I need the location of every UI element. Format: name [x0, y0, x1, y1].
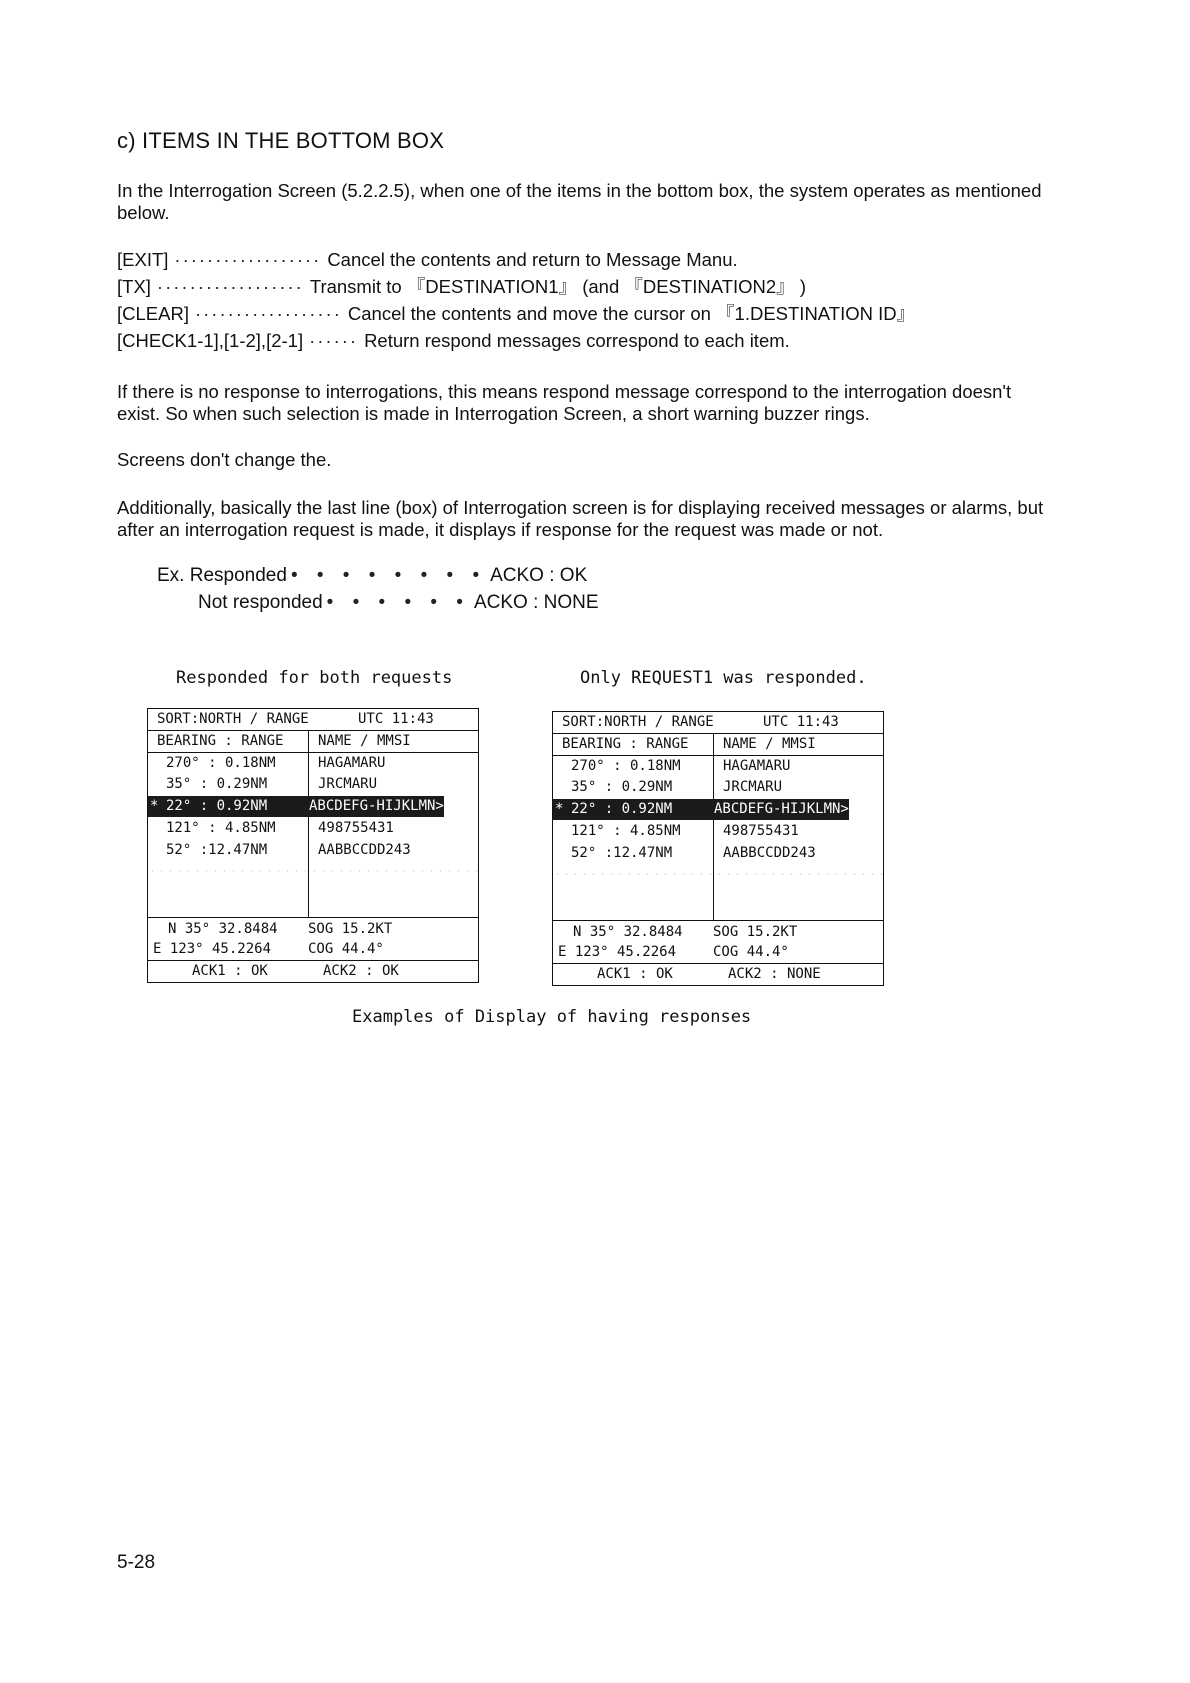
bearing-range: 52° :12.47NM — [166, 842, 268, 858]
mmsi: AABBCCDD243 — [723, 845, 816, 861]
list-item — [148, 774, 478, 795]
example-not-responded — [198, 591, 599, 615]
ship-name: JRCMARU — [723, 779, 783, 795]
ship-name: HAGAMARU — [318, 755, 386, 771]
command-check — [117, 329, 790, 353]
example-value: ACKO : OK — [490, 565, 588, 586]
speed-over-ground: SOG 15.2KT — [713, 924, 798, 940]
bearing-range: 22° : 0.92NM — [571, 801, 673, 817]
page-number: 5-28 — [117, 1552, 156, 1573]
ack-status-line — [148, 961, 478, 982]
ship-name: HAGAMARU — [723, 758, 791, 774]
list-item — [553, 821, 883, 842]
bearing-range: 270° : 0.18NM — [571, 758, 681, 774]
utc-time: UTC 11:43 — [763, 714, 839, 730]
speed-over-ground: SOG 15.2KT — [308, 921, 393, 937]
longitude: E 123° 45.2264 — [153, 941, 272, 957]
bearing-range: 52° :12.47NM — [571, 845, 673, 861]
example-label: Responded — [189, 565, 287, 586]
utc-time: UTC 11:43 — [358, 711, 434, 727]
command-key: [CLEAR] — [117, 303, 189, 324]
screen-caption: Responded for both requests — [176, 668, 453, 688]
ack1-status: ACK1 : OK — [192, 963, 268, 979]
ack-status-line — [553, 964, 883, 985]
command-key: [TX] — [117, 276, 151, 297]
list-item — [553, 756, 883, 777]
example-prefix: Ex. — [157, 565, 185, 586]
bearing-range: 270° : 0.18NM — [166, 755, 276, 771]
intro-paragraph: In the Interrogation Screen (5.2.2.5), when one of the items in the bottom box, the system operates as mentioned below. — [117, 180, 1042, 223]
command-exit — [117, 248, 738, 272]
column-divider — [308, 731, 309, 752]
latitude: N 35° 32.8484 — [168, 921, 278, 937]
col-bearing-range: BEARING : RANGE — [562, 736, 689, 752]
column-headers — [553, 734, 883, 756]
col-name-mmsi: NAME / MMSI — [318, 733, 411, 749]
course-over-ground: COG 44.4° — [713, 944, 789, 960]
longitude: E 123° 45.2264 — [558, 944, 677, 960]
sort-label: SORT:NORTH / RANGE — [562, 714, 714, 730]
sort-label: SORT:NORTH / RANGE — [157, 711, 309, 727]
command-description: Return respond messages correspond to each item. — [364, 330, 790, 351]
command-description: Cancel the contents and return to Message Manu. — [327, 249, 738, 270]
command-key: [CHECK1-1],[1-2],[2-1] — [117, 330, 304, 351]
ship-name: JRCMARU — [318, 776, 378, 792]
leader-dots: • • • • • • • • — [290, 565, 487, 586]
col-name-mmsi: NAME / MMSI — [723, 736, 816, 752]
ack2-status: ACK2 : OK — [323, 963, 399, 979]
example-responded — [157, 564, 587, 588]
screen-caption: Only REQUEST1 was responded. — [580, 668, 867, 688]
selection-marker: * — [150, 798, 159, 814]
mmsi: 498755431 — [318, 820, 394, 836]
list-item — [553, 777, 883, 798]
mmsi: 498755431 — [723, 823, 799, 839]
leader-dots: ·················· — [174, 249, 322, 270]
mmsi: AABBCCDD243 — [318, 842, 411, 858]
bearing-range: 121° : 4.85NM — [571, 823, 681, 839]
screen-header — [553, 712, 883, 734]
leader-dots: ······ — [309, 330, 359, 351]
selected-list-item — [148, 796, 444, 817]
interrogation-screen-both — [147, 708, 479, 983]
column-divider — [713, 734, 714, 755]
leader-dots: ·················· — [194, 303, 342, 324]
col-bearing-range: BEARING : RANGE — [157, 733, 284, 749]
example-label: Not responded — [198, 592, 323, 613]
command-tx — [117, 275, 806, 299]
own-ship-position — [148, 918, 478, 961]
command-description: Transmit to 『DESTINATION1』 (and 『DESTINATION2』 ) — [309, 276, 806, 297]
latitude: N 35° 32.8484 — [573, 924, 683, 940]
selection-marker: * — [555, 801, 564, 817]
ack1-status: ACK1 : OK — [597, 966, 673, 982]
bearing-range: 22° : 0.92NM — [166, 798, 268, 814]
bearing-range: 121° : 4.85NM — [166, 820, 276, 836]
command-clear — [117, 302, 915, 326]
selected-list-item — [553, 799, 849, 820]
figure-caption: Examples of Display of having responses — [352, 1007, 752, 1027]
course-over-ground: COG 44.4° — [308, 941, 384, 957]
no-response-paragraph: If there is no response to interrogations, this means respond message correspond to the interrogation doesn't exist. So when such selection is made in Interrogation Screen, a short warning buzzer rings. — [117, 381, 1012, 424]
bearing-range: 35° : 0.29NM — [571, 779, 673, 795]
screens-paragraph: Screens don't change the. — [117, 449, 332, 470]
ship-name: ABCDEFG-HIJKLMN> — [309, 798, 444, 814]
bearing-range: 35° : 0.29NM — [166, 776, 268, 792]
example-value: ACKO : NONE — [473, 592, 599, 613]
target-list — [553, 756, 883, 921]
additionally-paragraph: Additionally, basically the last line (box) of Interrogation screen is for displaying received messages or alarms, but after an interrogation request is made, it displays if response for the request was made or not. — [117, 497, 1044, 540]
leader-dots: ·················· — [156, 276, 304, 297]
column-headers — [148, 731, 478, 753]
list-item — [148, 840, 478, 861]
list-item — [148, 818, 478, 839]
ship-name: ABCDEFG-HIJKLMN> — [714, 801, 849, 817]
command-description: Cancel the contents and move the cursor on 『1.DESTINATION ID』 — [347, 303, 916, 324]
leader-dots: • • • • • • — [326, 592, 470, 613]
scan-noise — [553, 872, 883, 876]
screen-header — [148, 709, 478, 731]
interrogation-screen-request1 — [552, 711, 884, 986]
scan-noise — [148, 869, 478, 873]
list-item — [553, 843, 883, 864]
target-list — [148, 753, 478, 918]
ack2-status: ACK2 : NONE — [728, 966, 821, 982]
own-ship-position — [553, 921, 883, 964]
section-heading: c) ITEMS IN THE BOTTOM BOX — [117, 128, 445, 153]
list-item — [148, 753, 478, 774]
command-key: [EXIT] — [117, 249, 169, 270]
